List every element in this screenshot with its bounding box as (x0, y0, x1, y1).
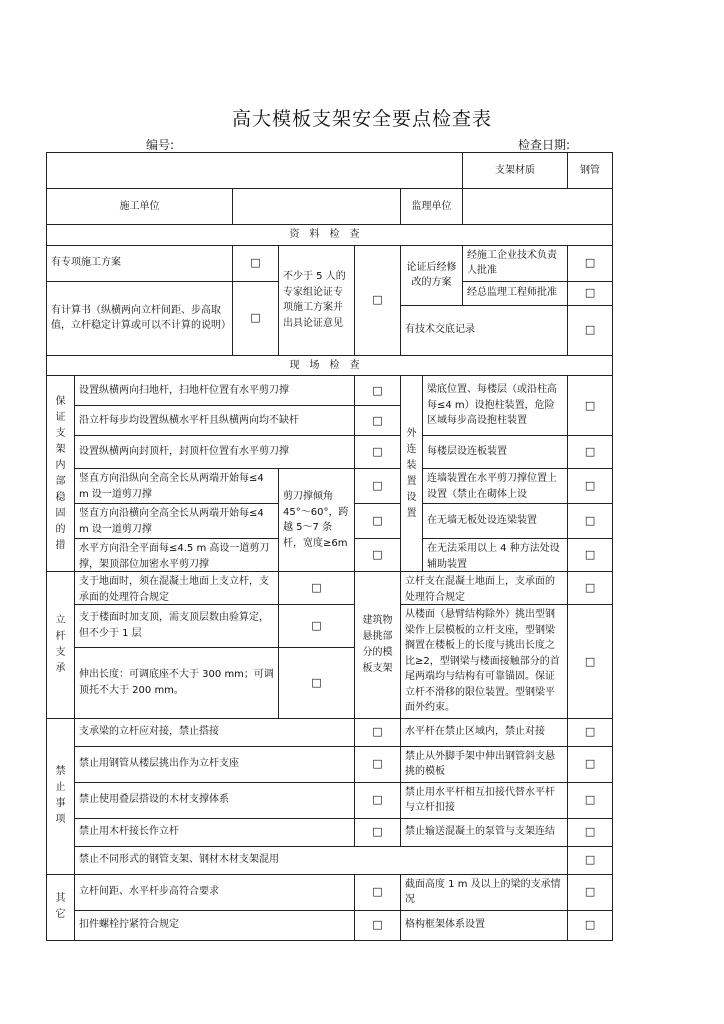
pole-support-label: 立杆支承 (47, 572, 75, 719)
disclosure-text: 有技术交底记录 (401, 305, 568, 355)
transverse-brace-text (75, 504, 279, 539)
site-check-heading: 现场检查 (47, 355, 613, 376)
ground-support-checkbox[interactable]: □ (279, 572, 355, 605)
column-hoop-checkbox[interactable]: □ (568, 376, 613, 436)
supervision-unit-label: 监理单位 (401, 189, 463, 225)
doc-check-heading: 资料检查 (47, 225, 613, 246)
special-plan-checkbox[interactable]: □ (233, 245, 279, 281)
pole-spacing-checkbox[interactable]: □ (355, 874, 401, 910)
wall-tie-label: 连墙装置在水平剪刀撑位置上设置（禁止在砌体上设 (427, 473, 557, 500)
horizontal-rod-checkbox[interactable]: □ (355, 406, 401, 436)
longitudinal-brace-checkbox[interactable]: □ (355, 469, 401, 504)
lattice-frame-text: 格构框架体系设置 (401, 910, 568, 940)
approve-company-text: 经施工企业技术负责人批准 (463, 245, 568, 281)
scissor-brace-note: 剪刀撑倾角 45°～60°，跨越 5～7 条杆，宽度≥6m (279, 469, 355, 572)
longitudinal-brace-label: 竖直方向沿纵向全高全长从两端开始每≤4 m 设一道剪刀撑 (79, 473, 264, 500)
construction-unit-value[interactable] (233, 189, 401, 225)
sweep-rod-text: 设置纵横两向扫地杆，扫地杆位置有水平剪刀撑 (75, 376, 355, 406)
other-label: 其它 (47, 874, 75, 940)
construction-unit-label: 施工单位 (47, 189, 233, 225)
number-label: 编号: (146, 138, 175, 152)
forbid-coupler-checkbox[interactable]: □ (568, 782, 613, 818)
floor-support-checkbox[interactable]: □ (279, 605, 355, 648)
header-blank-cell (47, 153, 463, 189)
lattice-frame-checkbox[interactable]: □ (568, 910, 613, 940)
ground-support-text (75, 572, 279, 605)
forbid-wood-pole-text: 禁止用木杆接长作立杆 (75, 818, 355, 846)
check-date-label: 检查日期: (518, 138, 571, 152)
beam-support-text: 截面高度 1 m 及以上的梁的支承情况 (401, 874, 568, 910)
auxiliary-device-text (423, 539, 568, 572)
special-plan-text: 有专项施工方案 (47, 245, 233, 281)
expert-review-text: 不少于 5 人的专家组论证专项施工方案并出具论证意见 (279, 245, 355, 355)
extension-length-text: 伸出长度：可调底座不大于 300 mm；可调顶托不大于 200 mm。 (75, 647, 279, 718)
wall-tie-checkbox[interactable]: □ (568, 469, 613, 504)
floor-support-text: 支于楼面时加支顶，需支顶层数由验算定，但不少于 1 层 (75, 605, 279, 648)
forbid-stacked-wood-text: 禁止使用叠层搭设的木材支撑体系 (75, 782, 355, 818)
horizontal-brace-label: 水平方向沿全平面每≤4.5 m 高设一道剪刀撑，架顶部位加密水平剪刀撑 (79, 543, 270, 569)
material-label: 支架材质 (463, 153, 568, 189)
forbid-mixed-checkbox[interactable]: □ (568, 846, 613, 874)
forbid-coupler-text: 禁止用水平杆相互扣接代替水平杆与立杆扣接 (401, 782, 568, 818)
calculation-checkbox[interactable]: □ (233, 281, 279, 355)
forbid-scaffold-text: 禁止从外脚手架中伸出钢管斜支悬挑的模板 (401, 746, 568, 782)
forbid-wood-pole-checkbox[interactable]: □ (355, 818, 401, 846)
top-rod-text: 设置纵横两向封顶杆，封顶杆位置有水平剪刀撑 (75, 436, 355, 469)
connecting-beam-text: 在无墙无板处设连梁装置 (423, 504, 568, 539)
revised-plan-text: 论证后经修改的方案 (401, 245, 463, 305)
column-hoop-text: 梁底位置、每楼层（或沿柱高每≤4 m）设抱柱装置，危险区域每步高设抱柱装置 (423, 376, 568, 436)
bolt-tightening-checkbox[interactable]: □ (355, 910, 401, 940)
cantilever-label: 建筑物悬挑部分的模板支架 (355, 572, 401, 719)
wall-tie-text (423, 469, 568, 504)
page-title: 高大模板支架安全要点检查表 (231, 108, 492, 130)
forbid-steel-pipe-checkbox[interactable]: □ (355, 746, 401, 782)
auxiliary-device-label: 在无法采用以上 4 种方法处设辅助装置 (427, 543, 560, 569)
horizontal-brace-text (75, 539, 279, 572)
ground-support-label: 支于地面时，须在混凝土地面上支立杆，支承面的处理符合规定 (79, 576, 269, 602)
pole-spacing-text: 立杆间距、水平杆步高符合要求 (75, 874, 355, 910)
disclosure-checkbox[interactable]: □ (568, 305, 613, 355)
forbid-butt-checkbox[interactable]: □ (568, 718, 613, 746)
stability-measures-label: 保证支架内部稳固的措 (47, 376, 75, 572)
external-connection-label: 外连装置设置 (401, 376, 423, 572)
connecting-beam-checkbox[interactable]: □ (568, 504, 613, 539)
supervision-unit-value[interactable] (463, 189, 613, 225)
forbidden-label: 禁止事项 (47, 718, 75, 874)
horizontal-brace-checkbox[interactable]: □ (355, 539, 401, 572)
forbid-lap-checkbox[interactable]: □ (355, 718, 401, 746)
extension-length-checkbox[interactable]: □ (279, 647, 355, 718)
steel-beam-checkbox[interactable]: □ (568, 605, 613, 719)
slab-connection-checkbox[interactable]: □ (568, 436, 613, 469)
transverse-brace-label: 竖直方向沿横向全高全长从两端开始每≤4 m 设一道剪刀撑 (79, 508, 264, 535)
auxiliary-device-checkbox[interactable]: □ (568, 539, 613, 572)
transverse-brace-checkbox[interactable]: □ (355, 504, 401, 539)
approve-supervisor-text: 经总监理工程师批准 (463, 281, 568, 305)
longitudinal-brace-text (75, 469, 279, 504)
beam-support-checkbox[interactable]: □ (568, 874, 613, 910)
inspection-table (46, 152, 613, 941)
cantilever-ground-checkbox[interactable]: □ (568, 572, 613, 605)
forbid-butt-text: 水平杆在禁止区域内，禁止对接 (401, 718, 568, 746)
expert-review-checkbox[interactable]: □ (355, 245, 401, 355)
bolt-tightening-text: 扣件螺栓拧紧符合规定 (75, 910, 355, 940)
forbid-steel-pipe-text: 禁止用钢管从楼层挑出作为立杆支座 (75, 746, 355, 782)
top-rod-checkbox[interactable]: □ (355, 436, 401, 469)
cantilever-ground-label: 立杆支在混凝土地面上，支承面的处理符合规定 (405, 576, 555, 602)
sweep-rod-checkbox[interactable]: □ (355, 376, 401, 406)
forbid-pump-pipe-checkbox[interactable]: □ (568, 818, 613, 846)
steel-beam-text: 从楼面（悬臂结构除外）挑出型钢梁作上层模板的立杆支座，型钢梁搁置在楼板上的长度与挑出长度之比≥2，型钢梁与楼面接触部分的首尾两端均与结构有可靠锚固。保证立杆不滑移的限位装置。型钢梁平面外约束。 (401, 605, 568, 719)
material-value: 钢管 (568, 153, 613, 189)
approve-supervisor-checkbox[interactable]: □ (568, 281, 613, 305)
forbid-scaffold-checkbox[interactable]: □ (568, 746, 613, 782)
forbid-mixed-text: 禁止不同形式的钢管支架、钢材木材支架混用 (75, 846, 568, 874)
approve-company-checkbox[interactable]: □ (568, 245, 613, 281)
slab-connection-text: 每楼层设连板装置 (423, 436, 568, 469)
forbid-pump-pipe-text: 禁止输送混凝土的泵管与支架连结 (401, 818, 568, 846)
horizontal-rod-text: 沿立杆每步均设置纵横水平杆且纵横两向均不缺杆 (75, 406, 355, 436)
calculation-text: 有计算书（纵横两向立杆间距、步高取值，立杆稳定计算或可以不计算的说明） (47, 281, 233, 355)
cantilever-ground-text (401, 572, 568, 605)
forbid-lap-text: 支承梁的立杆应对接，禁止搭接 (75, 718, 355, 746)
forbid-stacked-wood-checkbox[interactable]: □ (355, 782, 401, 818)
